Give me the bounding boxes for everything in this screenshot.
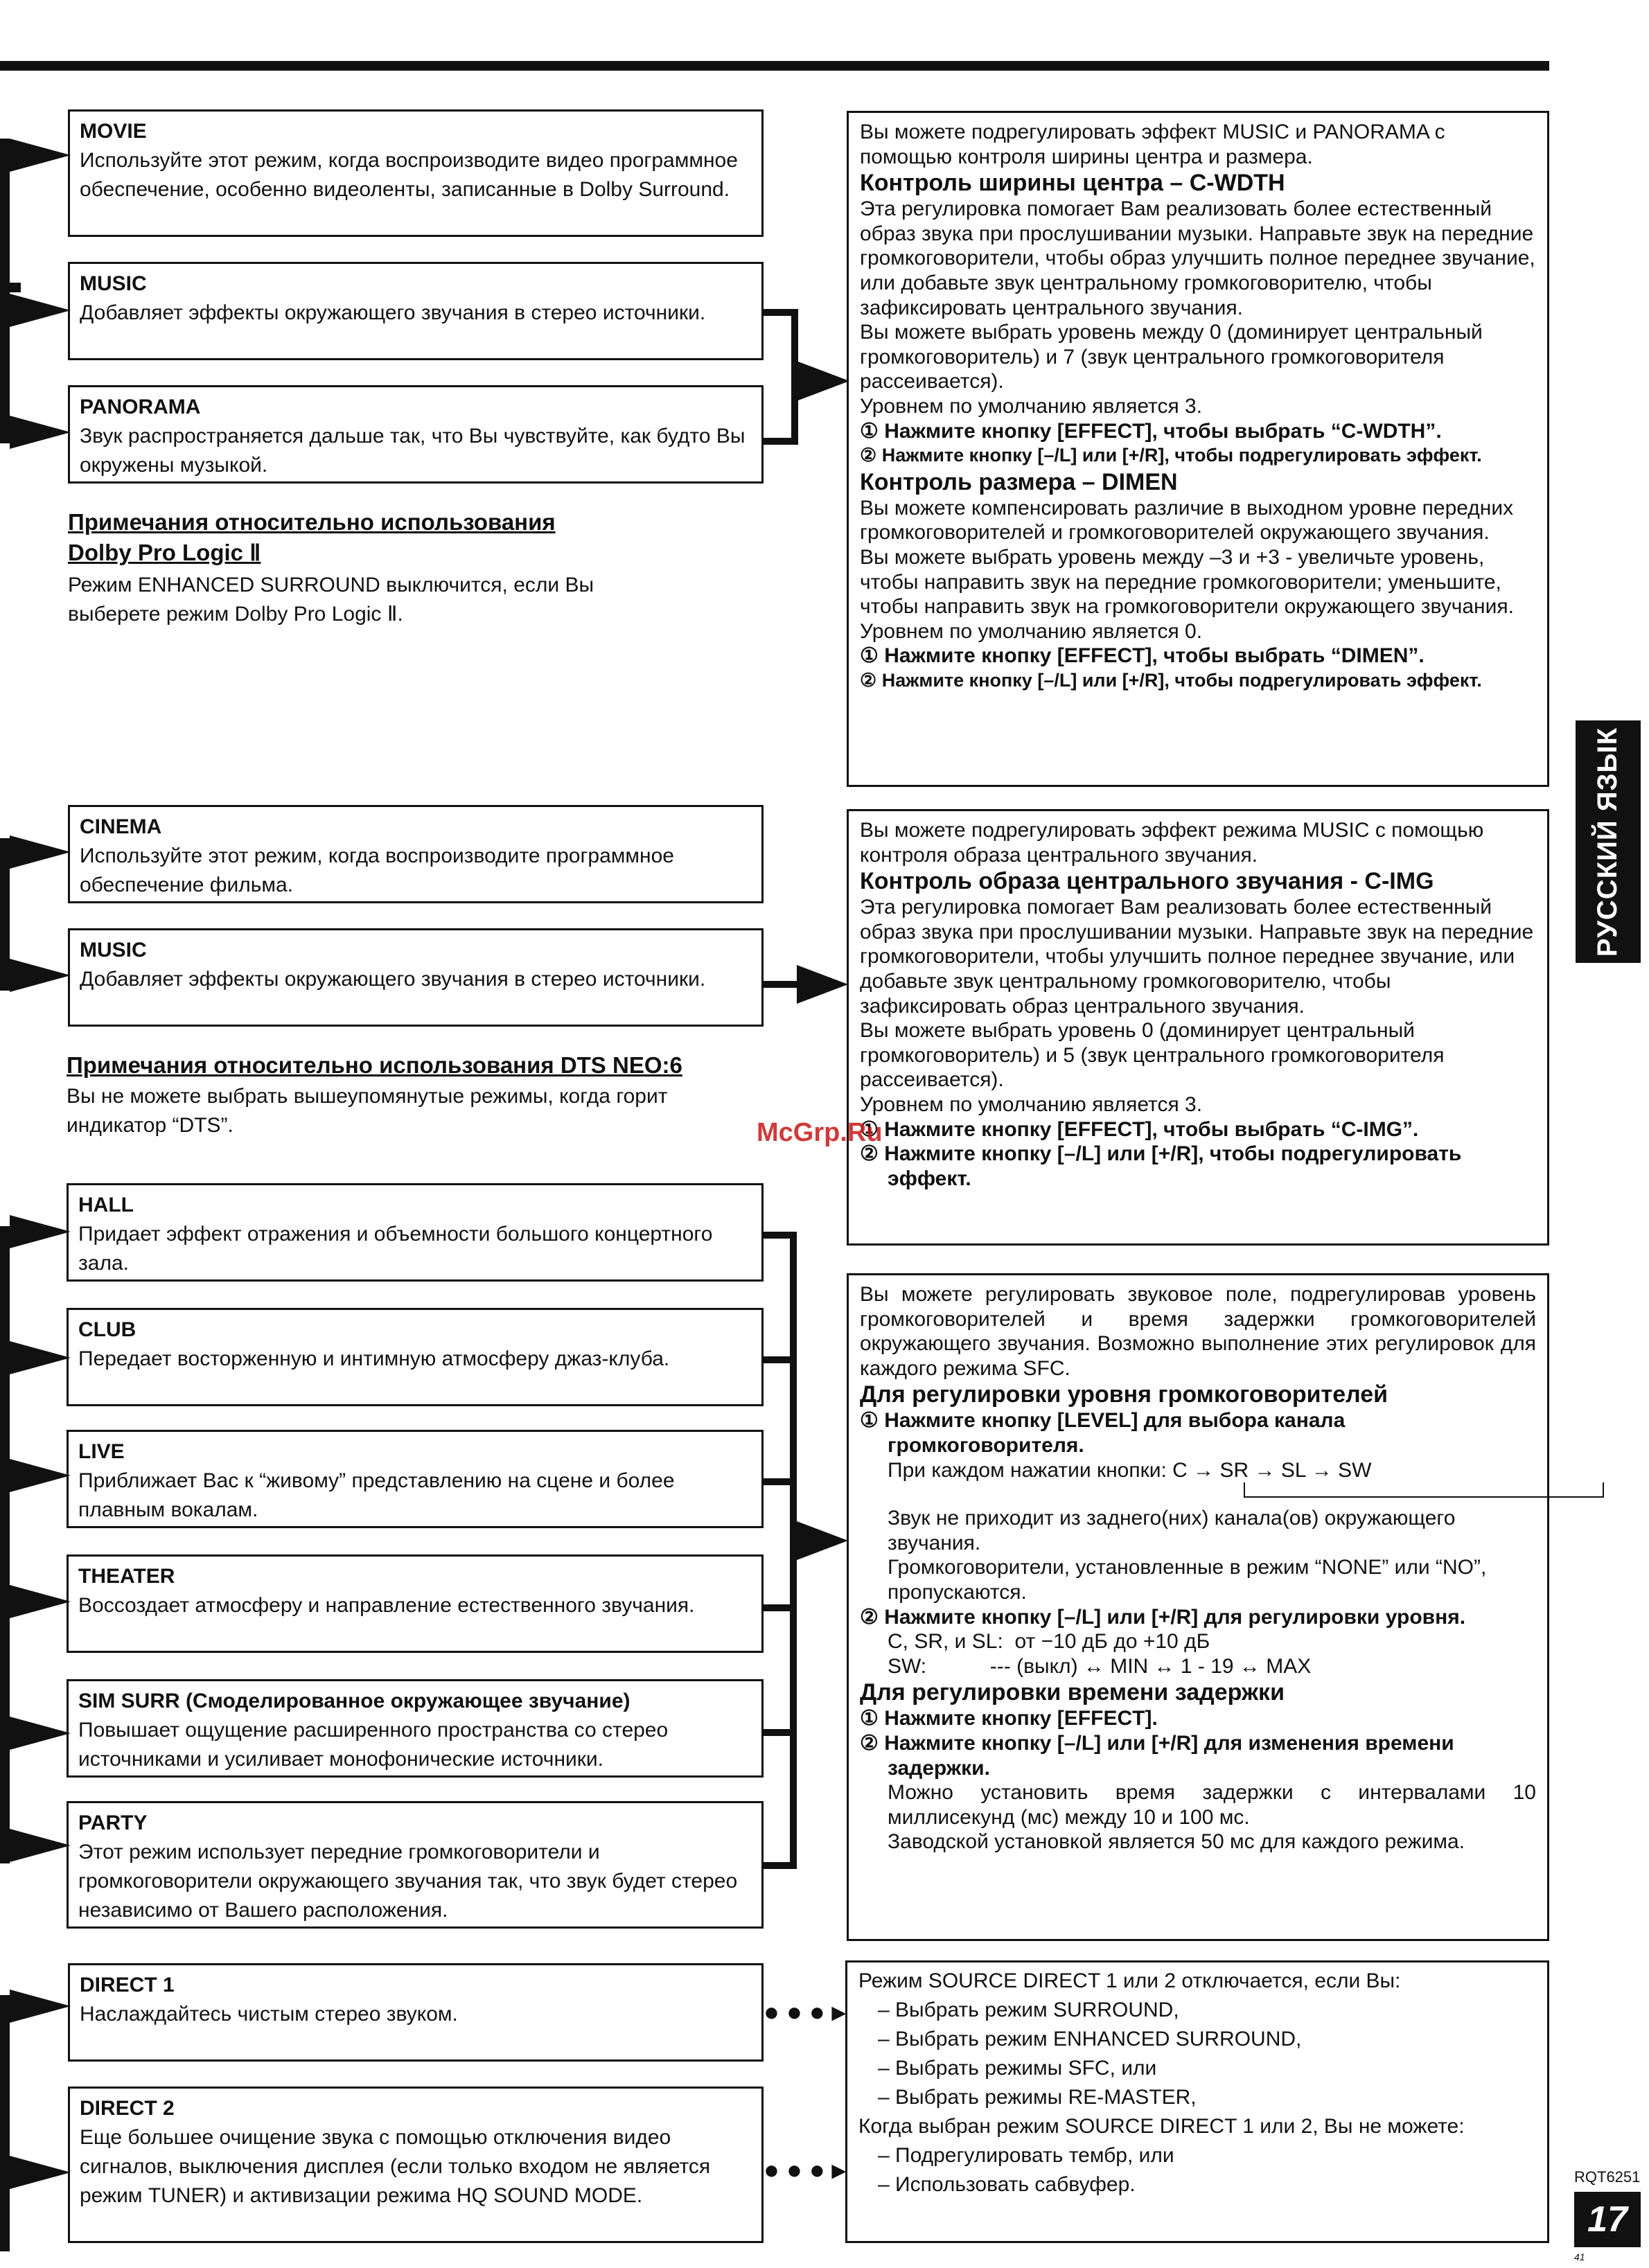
mode-desc: Добавляет эффекты окружающего звучания в стерео источники. [80,301,706,324]
mode-desc: Добавляет эффекты окружающего звучания в стерео источники. [80,968,706,991]
connector [790,1232,797,1869]
info-heading: Контроль ширины центра – C-WDTH [860,170,1285,197]
arrow-cinema [10,835,71,869]
arrow-direct2 [10,2156,71,2189]
language-tab [1576,720,1641,963]
mode-box-movie [68,109,764,237]
cycle-line-bottom [1244,1496,1604,1498]
info-heading: Контроль образа центрального звучания - C-IMG [860,868,1434,895]
info-box-sfc [847,1273,1549,1941]
info-step: эффект. [888,1167,971,1190]
mode-box-party [67,1801,764,1929]
connector [764,1356,797,1363]
mode-title: THEATER [78,1565,175,1588]
dotted-connector: ●●●▸ [764,2156,852,2185]
mode-title: LIVE [78,1440,125,1463]
arrow-live [10,1459,71,1492]
mode-desc: Придает эффект отражения и объемности большого концертного зала. [78,1223,713,1275]
connector [791,309,798,445]
arrow-theater [10,1585,71,1618]
arrow-to-right [798,362,849,400]
info-list-item: – Выбрать режимы RE-MASTER, [878,2086,1197,2109]
info-intro: Режим SOURCE DIRECT 1 или 2 отключается, если Вы: [858,1969,1401,1992]
mode-desc: Воссоздает атмосферу и направление естественного звучания. [78,1594,695,1617]
arrow-movie [10,139,71,172]
info-text: Громкоговорители, установленные в режим “NONE” или “NO”, пропускаются. [888,1556,1487,1604]
arrow-music [10,294,71,327]
info-list-item: – Выбрать режим SURROUND, [878,1999,1179,2021]
mode-box-panorama [68,385,764,484]
info-step: задержки. [888,1756,990,1780]
mode-title: CINEMA [80,815,162,838]
info-step: ② Нажмите кнопку [–/L] или [+/R], чтобы подрегулировать эффект. [860,669,1482,691]
info-text: Уровнем по умолчанию является 0. [860,619,1203,643]
connector [764,1862,797,1869]
info-list-item: – Подрегулировать тембр, или [878,2144,1174,2167]
doc-code: RQT6251 [1574,2168,1641,2186]
language-tab-label: РУССКИЙ ЯЗЫК [1592,727,1623,957]
top-rule [0,61,1549,71]
info-step: ① Нажмите кнопку [EFFECT]. [860,1707,1158,1730]
arrow-club [10,1341,71,1374]
mode-desc: Еще большее очищение звука с помощью отключения видео сигналов, выключения дисплея (если только входом не является режим TUNER) и активизации режима HQ SOUND MODE. [80,2126,711,2207]
mode-box-cinema [68,805,764,903]
info-intro: Вы можете регулировать звуковое поле, подрегулировав уровень громкоговорителей и время задержки громкоговорителей окружающего звучания. Возможно выполнение этих регулировок для каждого режима SFC. [860,1283,1536,1380]
mode-desc: Этот режим использует передние громкоговорители и громкоговорители окружающего звучания так, что звук будет стерео независимо от Вашего расположения. [78,1841,738,1922]
mode-title: CLUB [78,1318,136,1341]
info-text: SW: --- (выкл) ↔ MIN ↔ 1 - 19 ↔ MAX [888,1654,1312,1678]
connector [764,1478,797,1485]
info-step: ② Нажмите кнопку [–/L] или [+/R] для изменения времени [860,1731,1454,1755]
cycle-line-left [1244,1482,1245,1498]
info-list-item: – Выбрать режимы SFC, или [878,2057,1157,2080]
mode-desc: Повышает ощущение расширенного пространства со стерео источниками и усиливает монофонические источники. [78,1719,669,1771]
mode-box-theater [67,1554,764,1653]
info-text: Вы можете компенсировать различие в выходном уровне передних громкоговорителей и громкоговорителей окружающего звучания. [860,496,1514,544]
group1-stub [0,283,21,292]
info-text: C, SR, и SL: от −10 дБ до +10 дБ [888,1630,1210,1654]
mode-desc: Используйте этот режим, когда воспроизводите программное обеспечение фильма. [80,844,674,896]
mode-box-music [68,262,764,360]
mode-desc: Передает восторженную и интимную атмосферу джаз-клуба. [78,1347,670,1370]
mode-title: MOVIE [80,120,147,143]
connector [764,981,798,988]
info-text: Уровнем по умолчанию является 3. [860,394,1203,418]
mode-title: MUSIC [80,939,147,962]
connector [764,1604,797,1611]
mode-title: DIRECT 1 [80,1974,175,1996]
info-step: ① Нажмите кнопку [EFFECT], чтобы выбрать “DIMEN”. [860,644,1425,668]
arrow-party [10,1829,71,1862]
info-intro: Вы можете подрегулировать эффект режима MUSIC с помощью контроля образа центрального звучания. [860,819,1484,867]
info-box-c-wdth [847,111,1549,787]
info-heading: Контроль размера – DIMEN [860,468,1178,495]
note-text: Вы не можете выбрать вышеупомянутые режимы, когда горит индикатор “DTS”. [67,1085,668,1137]
mode-title: PARTY [78,1811,148,1834]
mode-desc: Звук распространяется дальше так, что Вы чувствуйте, как будто Вы окружены музыкой. [80,425,746,477]
arrow-direct1 [10,1990,71,2023]
note-heading: Dolby Pro Logic Ⅱ [68,540,261,565]
connector [764,1232,797,1239]
info-heading: Для регулировки уровня громкоговорителей [860,1381,1388,1408]
mode-title: PANORAMA [80,396,201,418]
group4-bracket [0,1995,10,2251]
info-box-direct [845,1960,1549,2243]
small-code: 41 [1574,2251,1585,2262]
mode-box-music2 [68,928,764,1027]
info-text: При каждом нажатии кнопки: C → SR → SL → SW [888,1458,1372,1482]
mode-title: DIRECT 2 [80,2097,175,2120]
info-step: ① Нажмите кнопку [EFFECT], чтобы выбрать “C-IMG”. [860,1117,1419,1141]
info-step: ① Нажмите кнопку [EFFECT], чтобы выбрать “C-WDTH”. [860,419,1442,443]
mode-title: HALL [78,1194,134,1216]
connector [764,1729,797,1736]
arrow-hall [10,1215,71,1248]
info-step: ② Нажмите кнопку [–/L] или [+/R], чтобы подрегулировать эффект. [860,445,1482,466]
note-text: Режим ENHANCED SURROUND выключится, если Вы выберете режим Dolby Pro Logic Ⅱ. [68,574,594,626]
mode-title: SIM SURR (Смоделированное окружающее звучание) [78,1690,630,1712]
info-text: Вы можете выбрать уровень между –3 и +3 - увеличьте уровень, чтобы направить звук на передние громкоговорители; уменьшите, чтобы направить звук на громкоговорители окружающего звучания. [860,545,1514,619]
note-heading: Примечания относительно использования DTS NEO:6 [67,1052,682,1078]
info-text: Заводской установкой является 50 мс для каждого режима. [888,1830,1465,1854]
info-step: громкоговорителя. [888,1433,1084,1457]
cycle-return-line [860,1482,1536,1506]
mode-desc: Используйте этот режим, когда воспроизводите видео программное обеспечение, особенно видеоленты, записанные в Dolby Surround. [80,149,738,201]
mode-box-simsurr [67,1679,764,1778]
info-intro: Вы можете подрегулировать эффект MUSIC и PANORAMA с помощью контроля ширины центра и размера. [860,121,1445,168]
info-step: ② Нажмите кнопку [–/L] или [+/R] для регулировки уровня. [860,1605,1466,1629]
mode-box-direct1 [68,1963,764,2062]
arrow-to-right [797,965,848,1004]
info-text: Эта регулировка помогает Вам реализовать более естественный образ звука при прослушивании музыки. Направьте звук на передние громкоговорители, чтобы улучшить полное переднее звучание, или добавьте звук центральному громкоговорителю, чтобы зафиксировать образ центрального звучания. [860,896,1534,1018]
info-text: Уровнем по умолчанию является 3. [860,1092,1203,1116]
dotted-connector: ●●●▸ [764,1998,852,2027]
cycle-line-right [1603,1482,1604,1498]
info-list-item: – Выбрать режим ENHANCED SURROUND, [878,2028,1302,2050]
arrow-music2 [10,959,71,992]
info-text: Вы можете выбрать уровень 0 (доминирует центральный громкоговоритель) и 5 (звук центрального громкоговорителя рассеивается). [860,1019,1445,1092]
mode-title: MUSIC [80,272,147,295]
arrow-panorama [10,416,71,449]
info-box-c-img [847,809,1549,1246]
info-text: Эта регулировка помогает Вам реализовать более естественный образ звука при прослушивании музыки. Направьте звук на передние громкоговорители, чтобы образ улучшить полное переднее звучание, или добавьте звук центральному громкоговорителю, чтобы зафиксировать центрального звучания. [860,197,1535,319]
group3-bracket [0,1226,10,1863]
info-heading: Для регулировки времени задержки [860,1679,1285,1706]
note-heading: Примечания относительно использования [68,509,556,535]
mode-box-hall [67,1183,764,1282]
info-text: Когда выбран режим SOURCE DIRECT 1 или 2, Вы не можете: [858,2115,1465,2138]
mode-desc: Приближает Вас к “живому” представлению на сцене и более плавным вокалам. [78,1469,675,1521]
group2-bracket [0,838,10,991]
info-text: Можно установить время задержки с интервалами 10 миллисекунд (мс) между 10 и 100 мс. [888,1781,1536,1829]
info-text: Звук не приходит из заднего(них) канала(ов) окружающего звучания. [888,1507,1456,1554]
arrow-to-right [797,1521,848,1560]
mode-box-club [67,1308,764,1406]
arrow-simsurr [10,1717,71,1750]
mode-desc: Наслаждайтесь чистым стерео звуком. [80,2003,458,2026]
watermark: McGrp.Ru [757,1118,883,1147]
info-list-item: – Использовать сабвуфер. [878,2173,1136,2196]
page-number: 17 [1574,2192,1641,2247]
info-step: ① Нажмите кнопку [LEVEL] для выбора канала [860,1409,1346,1433]
mode-box-live [67,1430,764,1528]
info-step: ② Нажмите кнопку [–/L] или [+/R], чтобы подрегулировать [860,1142,1462,1166]
mode-box-direct2 [68,2087,764,2243]
info-text: Вы можете выбрать уровень между 0 (доминирует центральный громкоговоритель) и 7 (звук центрального громкоговорителя рассеивается). [860,321,1483,393]
